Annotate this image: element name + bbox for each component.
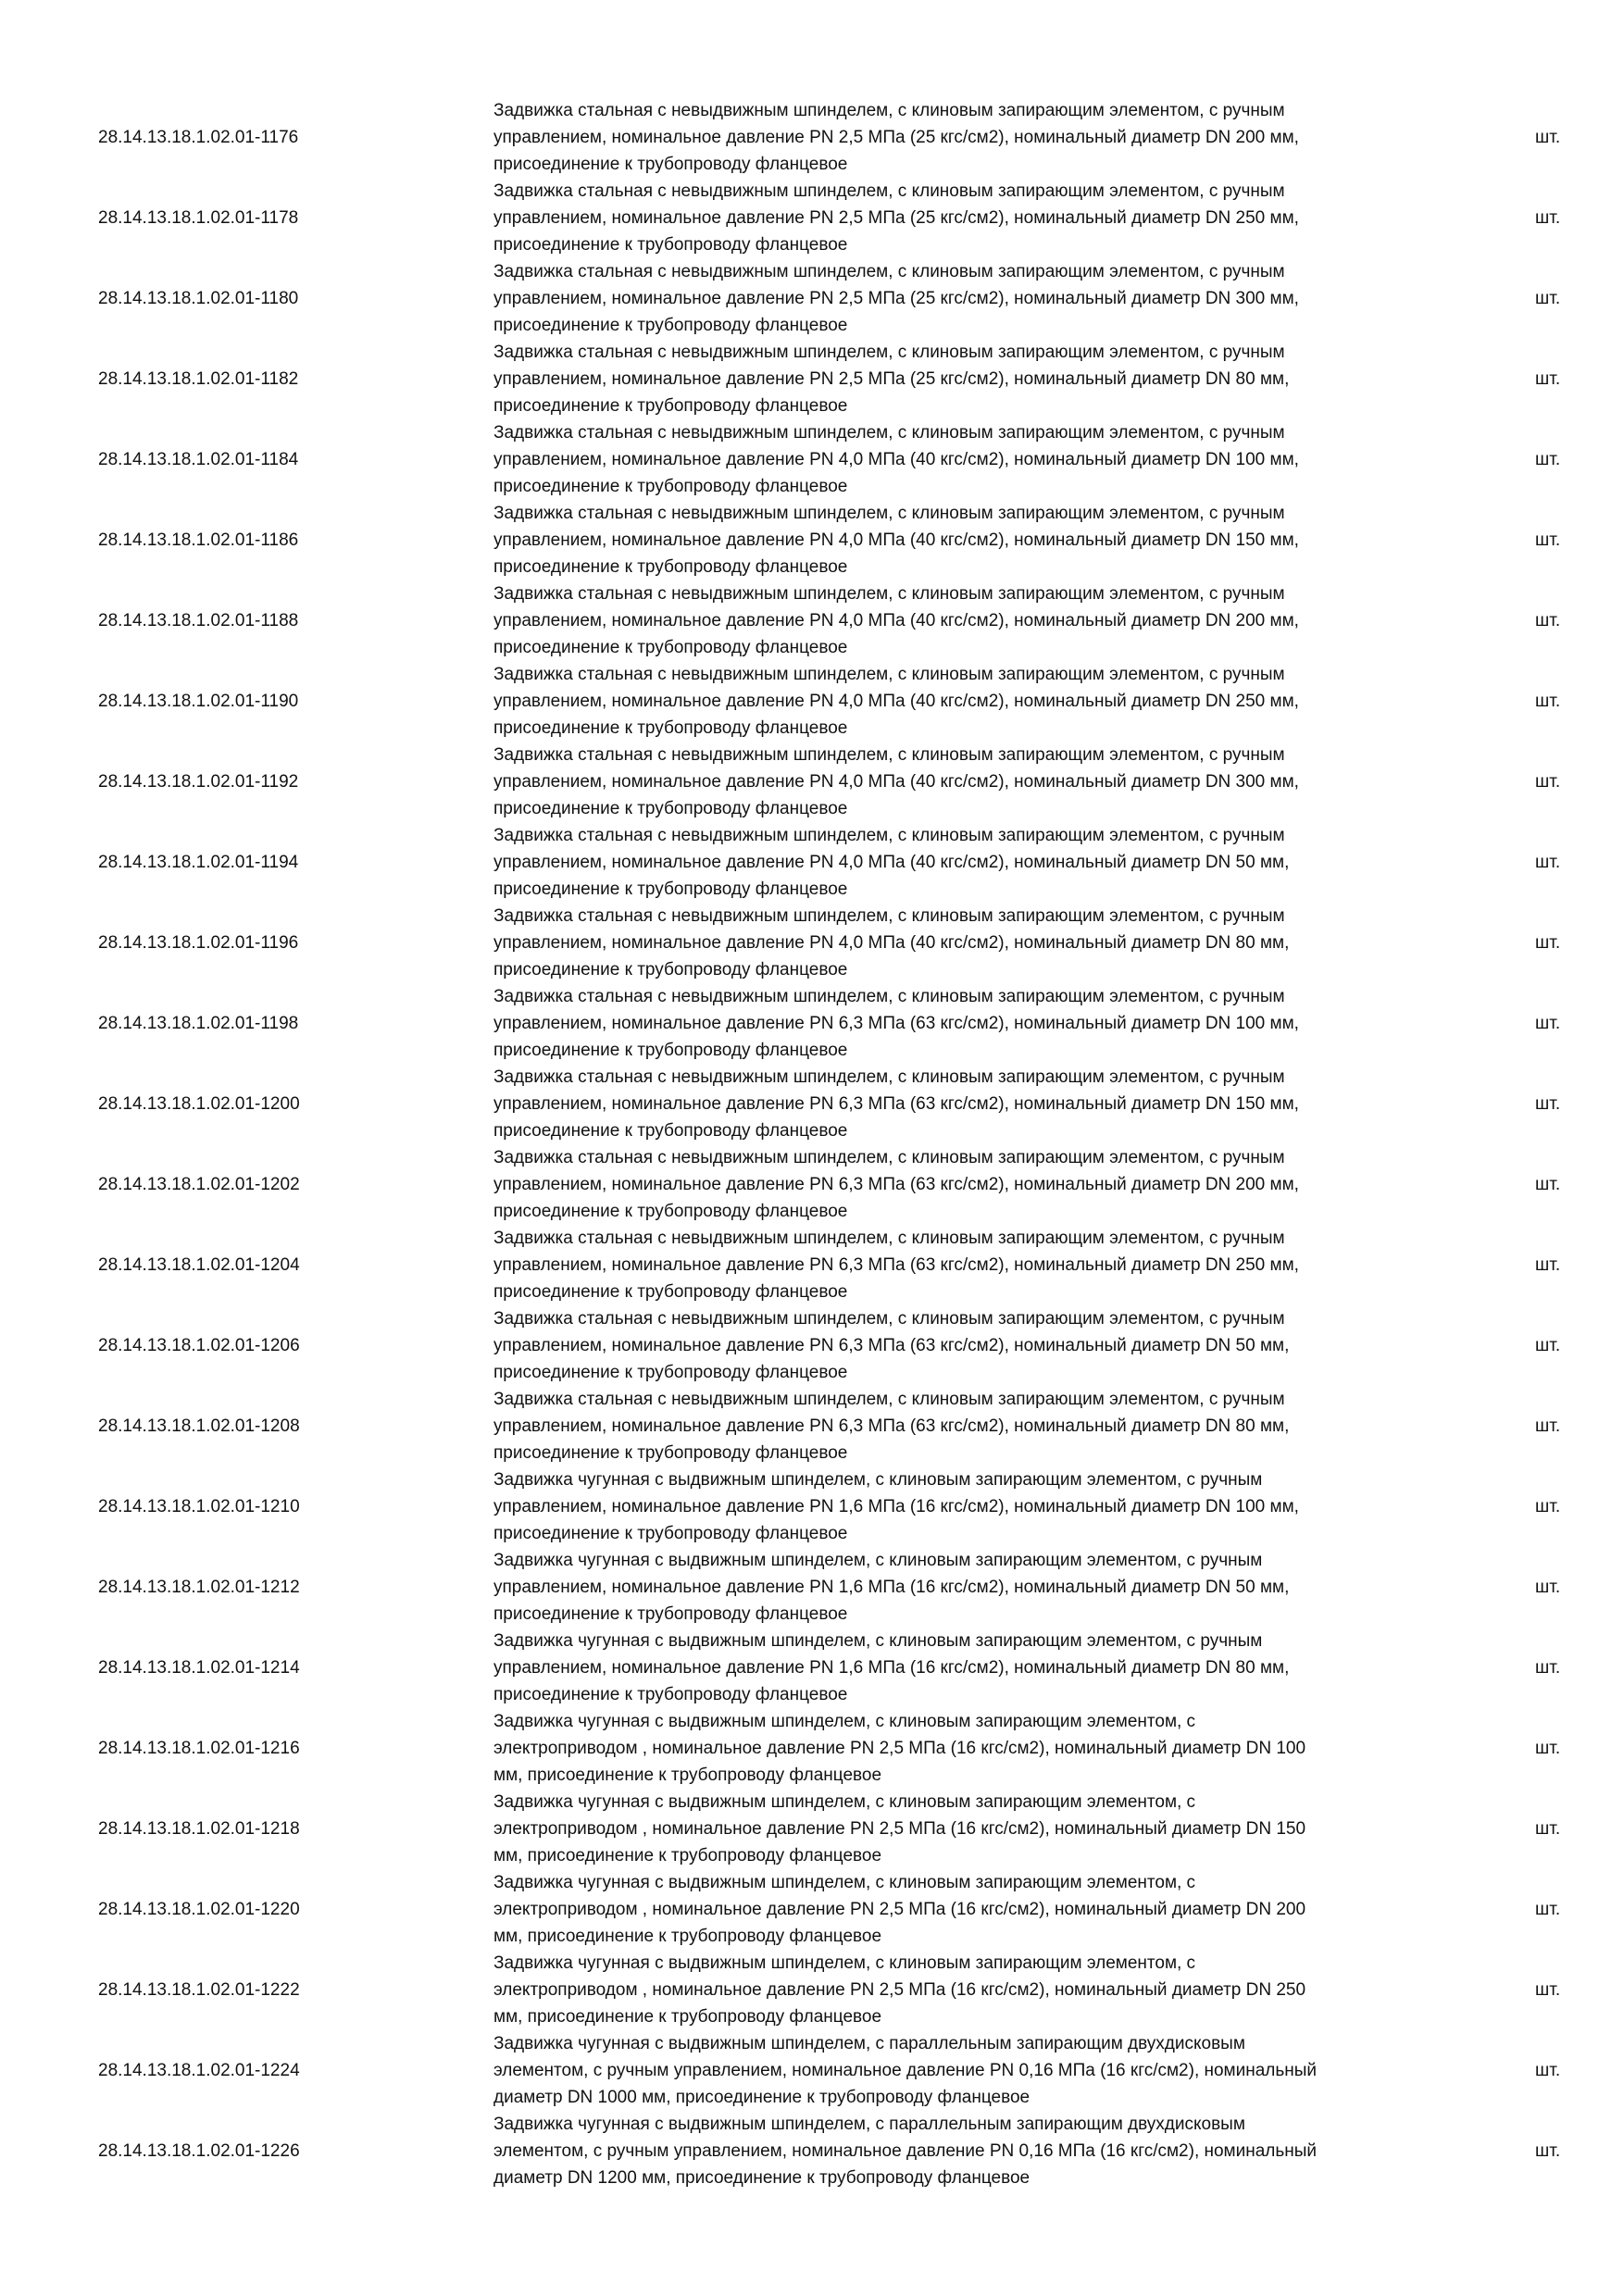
table-row: [0, 1950, 1624, 2030]
item-description-cell: [493, 2030, 1456, 2111]
table-row: [0, 1305, 1624, 1386]
item-code: 28.14.13.18.1.02.01-1190: [98, 691, 299, 711]
item-unit: шт.: [1535, 1093, 1561, 1114]
item-unit: шт.: [1535, 1818, 1561, 1839]
table-row: [0, 1708, 1624, 1789]
item-description: Задвижка чугунная с выдвижным шпинделем, с клиновым запирающим элементом, с электроприводом , номинальное давление PN 2,5 МПа (16 кгс/см2), номинальный диаметр DN 250 мм, присоединение к трубопроводу фланцевое: [493, 1953, 1306, 2027]
item-code: 28.14.13.18.1.02.01-1212: [98, 1577, 300, 1597]
item-description-cell: [493, 258, 1456, 339]
table-row: [0, 1144, 1624, 1225]
item-unit: шт.: [1535, 1577, 1561, 1597]
item-description-cell: [493, 178, 1456, 258]
item-unit: шт.: [1535, 1899, 1561, 1919]
item-description-cell: [493, 339, 1456, 419]
item-description: Задвижка стальная с невыдвижным шпинделем, с клиновым запирающим элементом, с ручным управлением, номинальное давление PN 6,3 МПа (63 кгс/см2), номинальный диаметр DN 150 мм, присоединение к трубопроводу фланцевое: [493, 1067, 1299, 1141]
item-description-cell: [493, 903, 1456, 983]
table-row: [0, 1386, 1624, 1466]
item-code: 28.14.13.18.1.02.01-1220: [98, 1899, 300, 1919]
item-code: 28.14.13.18.1.02.01-1196: [98, 932, 299, 953]
item-description: Задвижка чугунная с выдвижным шпинделем, с параллельным запирающим двухдисковым элементом, с ручным управлением, номинальное давление PN 0,16 МПа (16 кгс/см2), номинальный диаметр DN 1200 мм, присоединение к трубопроводу фланцевое: [493, 2115, 1318, 2188]
item-description: Задвижка стальная с невыдвижным шпинделем, с клиновым запирающим элементом, с ручным управлением, номинальное давление PN 6,3 МПа (63 кгс/см2), номинальный диаметр DN 50 мм, присоединение к трубопроводу фланцевое: [493, 1309, 1290, 1382]
item-code: 28.14.13.18.1.02.01-1178: [98, 207, 299, 228]
item-code: 28.14.13.18.1.02.01-1222: [98, 1979, 300, 2000]
table-row: [0, 500, 1624, 580]
item-description: Задвижка стальная с невыдвижным шпинделем, с клиновым запирающим элементом, с ручным управлением, номинальное давление PN 4,0 МПа (40 кгс/см2), номинальный диаметр DN 100 мм, присоединение к трубопроводу фланцевое: [493, 423, 1299, 496]
item-description-cell: [493, 97, 1456, 178]
item-code: 28.14.13.18.1.02.01-1192: [98, 771, 299, 792]
item-description: Задвижка стальная с невыдвижным шпинделем, с клиновым запирающим элементом, с ручным управлением, номинальное давление PN 4,0 МПа (40 кгс/см2), номинальный диаметр DN 80 мм, присоединение к трубопроводу фланцевое: [493, 906, 1290, 980]
item-description-cell: [493, 580, 1456, 661]
item-unit: шт.: [1535, 288, 1561, 308]
table-row: [0, 178, 1624, 258]
table-row: [0, 742, 1624, 822]
item-code: 28.14.13.18.1.02.01-1184: [98, 449, 299, 469]
item-description: Задвижка чугунная с выдвижным шпинделем, с клиновым запирающим элементом, с ручным управлением, номинальное давление PN 1,6 МПа (16 кгс/см2), номинальный диаметр DN 50 мм, присоединение к трубопроводу фланцевое: [493, 1551, 1290, 1624]
table-row: [0, 97, 1624, 178]
item-description-cell: [493, 1225, 1456, 1305]
item-description-cell: [493, 1547, 1456, 1628]
item-unit: шт.: [1535, 852, 1561, 872]
table-row: [0, 1789, 1624, 1869]
item-description-cell: [493, 1869, 1456, 1950]
table-row: [0, 2111, 1624, 2191]
item-unit: шт.: [1535, 127, 1561, 147]
item-code: 28.14.13.18.1.02.01-1226: [98, 2140, 300, 2161]
item-unit: шт.: [1535, 2060, 1561, 2080]
item-description: Задвижка стальная с невыдвижным шпинделем, с клиновым запирающим элементом, с ручным управлением, номинальное давление PN 2,5 МПа (25 кгс/см2), номинальный диаметр DN 300 мм, присоединение к трубопроводу фланцевое: [493, 262, 1299, 335]
document-table: [0, 97, 1624, 2191]
item-code: 28.14.13.18.1.02.01-1204: [98, 1254, 300, 1275]
item-code: 28.14.13.18.1.02.01-1180: [98, 288, 299, 308]
table-row: [0, 1225, 1624, 1305]
item-code: 28.14.13.18.1.02.01-1182: [98, 368, 299, 389]
item-description: Задвижка чугунная с выдвижным шпинделем, с клиновым запирающим элементом, с электроприводом , номинальное давление PN 2,5 МПа (16 кгс/см2), номинальный диаметр DN 150 мм, присоединение к трубопроводу фланцевое: [493, 1792, 1306, 1866]
item-description-cell: [493, 1305, 1456, 1386]
item-description: Задвижка стальная с невыдвижным шпинделем, с клиновым запирающим элементом, с ручным управлением, номинальное давление PN 4,0 МПа (40 кгс/см2), номинальный диаметр DN 50 мм, присоединение к трубопроводу фланцевое: [493, 826, 1290, 899]
item-unit: шт.: [1535, 449, 1561, 469]
item-unit: шт.: [1535, 1335, 1561, 1355]
table-row: [0, 419, 1624, 500]
item-description: Задвижка чугунная с выдвижным шпинделем, с клиновым запирающим элементом, с ручным управлением, номинальное давление PN 1,6 МПа (16 кгс/см2), номинальный диаметр DN 100 мм, присоединение к трубопроводу фланцевое: [493, 1470, 1299, 1543]
item-description-cell: [493, 742, 1456, 822]
table-row: [0, 1869, 1624, 1950]
item-description: Задвижка стальная с невыдвижным шпинделем, с клиновым запирающим элементом, с ручным управлением, номинальное давление PN 2,5 МПа (25 кгс/см2), номинальный диаметр DN 250 мм, присоединение к трубопроводу фланцевое: [493, 181, 1299, 255]
item-description: Задвижка стальная с невыдвижным шпинделем, с клиновым запирающим элементом, с ручным управлением, номинальное давление PN 2,5 МПа (25 кгс/см2), номинальный диаметр DN 200 мм, присоединение к трубопроводу фланцевое: [493, 101, 1299, 174]
item-description-cell: [493, 500, 1456, 580]
item-code: 28.14.13.18.1.02.01-1218: [98, 1818, 300, 1839]
item-unit: шт.: [1535, 771, 1561, 792]
item-unit: шт.: [1535, 1738, 1561, 1758]
item-code: 28.14.13.18.1.02.01-1186: [98, 530, 299, 550]
item-code: 28.14.13.18.1.02.01-1194: [98, 852, 299, 872]
item-unit: шт.: [1535, 1657, 1561, 1678]
item-description: Задвижка чугунная с выдвижным шпинделем, с клиновым запирающим элементом, с ручным управлением, номинальное давление PN 1,6 МПа (16 кгс/см2), номинальный диаметр DN 80 мм, присоединение к трубопроводу фланцевое: [493, 1631, 1290, 1704]
item-unit: шт.: [1535, 530, 1561, 550]
item-description-cell: [493, 1950, 1456, 2030]
item-unit: шт.: [1535, 1496, 1561, 1516]
item-code: 28.14.13.18.1.02.01-1200: [98, 1093, 300, 1114]
item-code: 28.14.13.18.1.02.01-1176: [98, 127, 299, 147]
item-description-cell: [493, 1386, 1456, 1466]
item-unit: шт.: [1535, 2140, 1561, 2161]
item-unit: шт.: [1535, 1416, 1561, 1436]
item-code: 28.14.13.18.1.02.01-1198: [98, 1013, 299, 1033]
item-description: Задвижка стальная с невыдвижным шпинделем, с клиновым запирающим элементом, с ручным управлением, номинальное давление PN 6,3 МПа (63 кгс/см2), номинальный диаметр DN 100 мм, присоединение к трубопроводу фланцевое: [493, 987, 1299, 1060]
item-description: Задвижка чугунная с выдвижным шпинделем, с клиновым запирающим элементом, с электроприводом , номинальное давление PN 2,5 МПа (16 кгс/см2), номинальный диаметр DN 200 мм, присоединение к трубопроводу фланцевое: [493, 1873, 1306, 1946]
table-row: [0, 661, 1624, 742]
item-description-cell: [493, 2111, 1456, 2191]
item-code: 28.14.13.18.1.02.01-1188: [98, 610, 299, 630]
table-row: [0, 339, 1624, 419]
item-description-cell: [493, 661, 1456, 742]
item-unit: шт.: [1535, 610, 1561, 630]
item-code: 28.14.13.18.1.02.01-1216: [98, 1738, 300, 1758]
table-row: [0, 903, 1624, 983]
item-unit: шт.: [1535, 1174, 1561, 1194]
table-row: [0, 1628, 1624, 1708]
item-description-cell: [493, 1708, 1456, 1789]
item-description: Задвижка чугунная с выдвижным шпинделем, с клиновым запирающим элементом, с электроприводом , номинальное давление PN 2,5 МПа (16 кгс/см2), номинальный диаметр DN 100 мм, присоединение к трубопроводу фланцевое: [493, 1712, 1306, 1785]
item-description-cell: [493, 983, 1456, 1064]
item-unit: шт.: [1535, 1979, 1561, 2000]
item-description: Задвижка стальная с невыдвижным шпинделем, с клиновым запирающим элементом, с ручным управлением, номинальное давление PN 4,0 МПа (40 кгс/см2), номинальный диаметр DN 300 мм, присоединение к трубопроводу фланцевое: [493, 745, 1299, 818]
item-description-cell: [493, 1628, 1456, 1708]
item-code: 28.14.13.18.1.02.01-1210: [98, 1496, 300, 1516]
item-description: Задвижка стальная с невыдвижным шпинделем, с клиновым запирающим элементом, с ручным управлением, номинальное давление PN 4,0 МПа (40 кгс/см2), номинальный диаметр DN 250 мм, присоединение к трубопроводу фланцевое: [493, 665, 1299, 738]
table-row: [0, 580, 1624, 661]
item-description: Задвижка стальная с невыдвижным шпинделем, с клиновым запирающим элементом, с ручным управлением, номинальное давление PN 4,0 МПа (40 кгс/см2), номинальный диаметр DN 200 мм, присоединение к трубопроводу фланцевое: [493, 584, 1299, 657]
item-description: Задвижка стальная с невыдвижным шпинделем, с клиновым запирающим элементом, с ручным управлением, номинальное давление PN 6,3 МПа (63 кгс/см2), номинальный диаметр DN 80 мм, присоединение к трубопроводу фланцевое: [493, 1390, 1290, 1463]
item-description: Задвижка стальная с невыдвижным шпинделем, с клиновым запирающим элементом, с ручным управлением, номинальное давление PN 6,3 МПа (63 кгс/см2), номинальный диаметр DN 250 мм, присоединение к трубопроводу фланцевое: [493, 1229, 1299, 1302]
item-description-cell: [493, 419, 1456, 500]
item-code: 28.14.13.18.1.02.01-1214: [98, 1657, 300, 1678]
item-code: 28.14.13.18.1.02.01-1208: [98, 1416, 300, 1436]
table-row: [0, 822, 1624, 903]
item-unit: шт.: [1535, 368, 1561, 389]
table-row: [0, 2030, 1624, 2111]
item-description-cell: [493, 1144, 1456, 1225]
item-description: Задвижка стальная с невыдвижным шпинделем, с клиновым запирающим элементом, с ручным управлением, номинальное давление PN 2,5 МПа (25 кгс/см2), номинальный диаметр DN 80 мм, присоединение к трубопроводу фланцевое: [493, 343, 1290, 416]
table-row: [0, 1466, 1624, 1547]
item-description-cell: [493, 1064, 1456, 1144]
item-description: Задвижка чугунная с выдвижным шпинделем, с параллельным запирающим двухдисковым элементом, с ручным управлением, номинальное давление PN 0,16 МПа (16 кгс/см2), номинальный диаметр DN 1000 мм, присоединение к трубопроводу фланцевое: [493, 2034, 1318, 2107]
item-description: Задвижка стальная с невыдвижным шпинделем, с клиновым запирающим элементом, с ручным управлением, номинальное давление PN 4,0 МПа (40 кгс/см2), номинальный диаметр DN 150 мм, присоединение к трубопроводу фланцевое: [493, 504, 1299, 577]
item-description-cell: [493, 1789, 1456, 1869]
table-row: [0, 258, 1624, 339]
item-code: 28.14.13.18.1.02.01-1224: [98, 2060, 300, 2080]
item-unit: шт.: [1535, 207, 1561, 228]
item-code: 28.14.13.18.1.02.01-1202: [98, 1174, 300, 1194]
table-row: [0, 983, 1624, 1064]
item-description-cell: [493, 1466, 1456, 1547]
item-code: 28.14.13.18.1.02.01-1206: [98, 1335, 300, 1355]
item-unit: шт.: [1535, 691, 1561, 711]
table-row: [0, 1547, 1624, 1628]
item-description-cell: [493, 822, 1456, 903]
item-description: Задвижка стальная с невыдвижным шпинделем, с клиновым запирающим элементом, с ручным управлением, номинальное давление PN 6,3 МПа (63 кгс/см2), номинальный диаметр DN 200 мм, присоединение к трубопроводу фланцевое: [493, 1148, 1299, 1221]
item-unit: шт.: [1535, 1254, 1561, 1275]
item-unit: шт.: [1535, 1013, 1561, 1033]
item-unit: шт.: [1535, 932, 1561, 953]
table-row: [0, 1064, 1624, 1144]
